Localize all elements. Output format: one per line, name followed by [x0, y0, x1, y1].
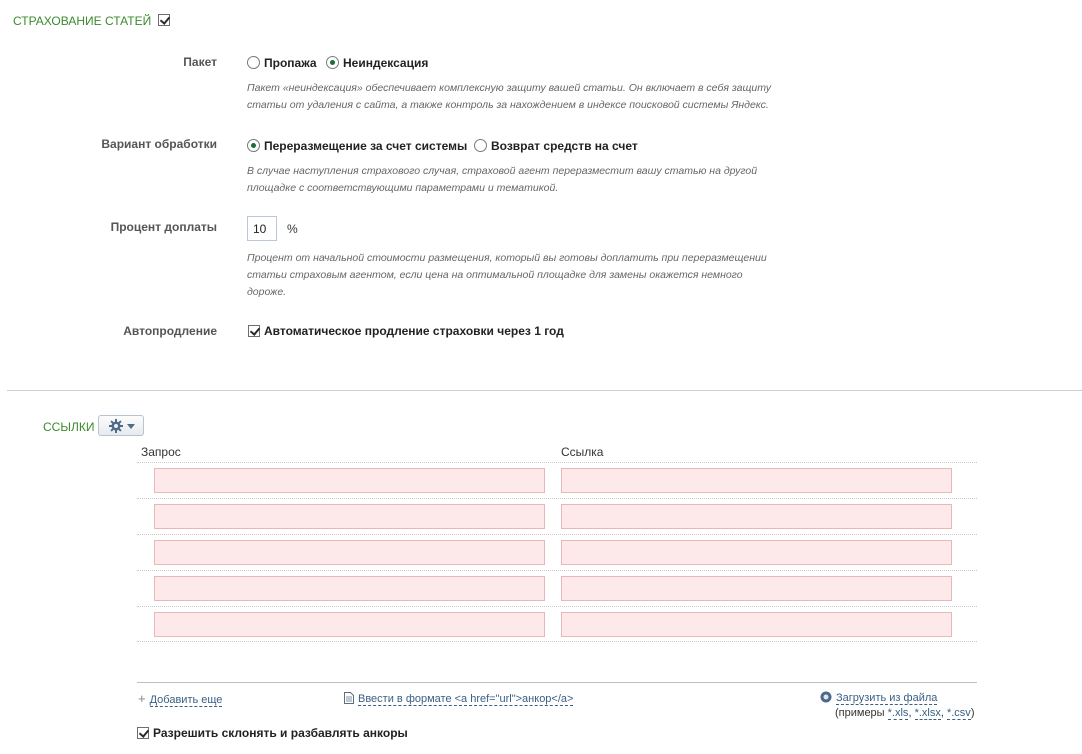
- insurance-section-title: СТРАХОВАНИЕ СТАТЕЙ: [13, 14, 152, 28]
- query-input[interactable]: [154, 468, 545, 493]
- autorenew-option[interactable]: [248, 324, 564, 338]
- package-loss-radio[interactable]: [247, 56, 260, 69]
- package-option-noindex-label: Неиндексация: [343, 56, 429, 70]
- surcharge-input[interactable]: 10: [247, 216, 277, 241]
- examples-sep-2: ,: [940, 707, 947, 719]
- example-xls-link[interactable]: *.xls: [887, 707, 909, 719]
- table-row: [137, 462, 977, 498]
- processing-option-relocate[interactable]: [247, 139, 467, 153]
- insurance-header: [13, 14, 170, 28]
- processing-label: Вариант обработки: [101, 137, 217, 151]
- examples-suffix: ): [970, 707, 975, 719]
- package-hint-line-1: Пакет «неиндексация» обеспечивает комплексную защиту вашей статьи. Он включает в себя защиту: [247, 82, 771, 94]
- package-option-loss[interactable]: [247, 56, 317, 70]
- allow-anchors-label: Разрешить склонять и разбавлять анкоры: [153, 726, 408, 740]
- surcharge-unit: %: [287, 222, 298, 236]
- package-option-loss-label: Пропажа: [264, 56, 317, 70]
- query-input[interactable]: [154, 504, 545, 529]
- links-settings-button[interactable]: [98, 415, 144, 436]
- table-row: [137, 498, 977, 534]
- surcharge-hint: [247, 250, 807, 301]
- autorenew-checkbox-label: Автоматическое продление страховки через 1 год: [264, 324, 564, 338]
- processing-relocate-radio[interactable]: [247, 139, 260, 152]
- document-icon: [344, 692, 354, 704]
- add-more-action[interactable]: [138, 691, 222, 706]
- processing-option-relocate-label: Переразмещение за счет системы: [264, 139, 468, 153]
- format-input-action[interactable]: [344, 691, 573, 705]
- gear-icon: [108, 418, 124, 434]
- processing-option-refund-label: Возврат средств на счет: [491, 139, 638, 153]
- add-more-link[interactable]: Добавить еще: [149, 694, 223, 706]
- section-divider: [7, 390, 1082, 391]
- allow-anchors-checkbox[interactable]: [137, 727, 149, 739]
- processing-option-refund[interactable]: [474, 139, 638, 153]
- links-section-title: ССЫЛКИ: [43, 420, 95, 434]
- surcharge-hint-line-3: дороже.: [247, 286, 287, 298]
- package-label: Пакет: [183, 55, 217, 69]
- query-input[interactable]: [154, 576, 545, 601]
- link-input[interactable]: [561, 576, 952, 601]
- processing-refund-radio[interactable]: [474, 139, 487, 152]
- query-input[interactable]: [154, 612, 545, 637]
- processing-hint-line-2: площадке с соответствующими параметрами и тематикой.: [247, 182, 559, 194]
- link-input[interactable]: [561, 540, 952, 565]
- column-header-link: Ссылка: [561, 445, 604, 459]
- upload-file-action[interactable]: [820, 690, 937, 704]
- surcharge-hint-line-2: статьи страховым агентом, если цена на оптимальной площадке для замены окажется немного: [247, 269, 743, 281]
- query-input[interactable]: [154, 540, 545, 565]
- file-examples: [835, 707, 974, 719]
- package-hint: [247, 80, 807, 114]
- link-input[interactable]: [561, 468, 952, 493]
- autorenew-checkbox[interactable]: [248, 325, 260, 337]
- upload-file-link[interactable]: Загрузить из файла: [836, 692, 938, 704]
- table-row: [137, 534, 977, 570]
- link-input[interactable]: [561, 612, 952, 637]
- column-header-query: Запрос: [141, 445, 181, 459]
- format-input-link[interactable]: Ввести в формате <a href="url">анкор</a>: [358, 693, 574, 705]
- autorenew-label: Автопродление: [123, 324, 217, 338]
- package-noindex-radio[interactable]: [326, 56, 339, 69]
- example-xlsx-link[interactable]: *.xlsx: [914, 707, 941, 719]
- processing-hint-line-1: В случае наступления страхового случая, страховой агент переразместит вашу статью на другой: [247, 165, 758, 177]
- surcharge-hint-line-1: Процент от начальной стоимости размещения, который вы готовы доплатить при переразмещении: [247, 252, 767, 264]
- package-option-noindex[interactable]: [326, 56, 428, 70]
- link-input[interactable]: [561, 504, 952, 529]
- insurance-enabled-checkbox[interactable]: [158, 14, 170, 26]
- plus-icon: +: [138, 691, 146, 706]
- allow-anchors-option[interactable]: [137, 726, 408, 740]
- table-row: [137, 606, 977, 642]
- links-footer-divider: [137, 682, 977, 683]
- upload-icon: [820, 691, 832, 703]
- processing-hint: [247, 163, 807, 197]
- example-csv-link[interactable]: *.csv: [946, 707, 971, 719]
- table-row: [137, 570, 977, 606]
- chevron-down-icon: [127, 424, 135, 430]
- examples-prefix: (примеры: [835, 707, 888, 719]
- package-hint-line-2: статьи от удаления с сайта, а также контроль за нахождением в индексе поисковой системы Яндекс.: [247, 99, 769, 111]
- examples-sep-1: ,: [908, 707, 915, 719]
- surcharge-label: Процент доплаты: [110, 220, 217, 234]
